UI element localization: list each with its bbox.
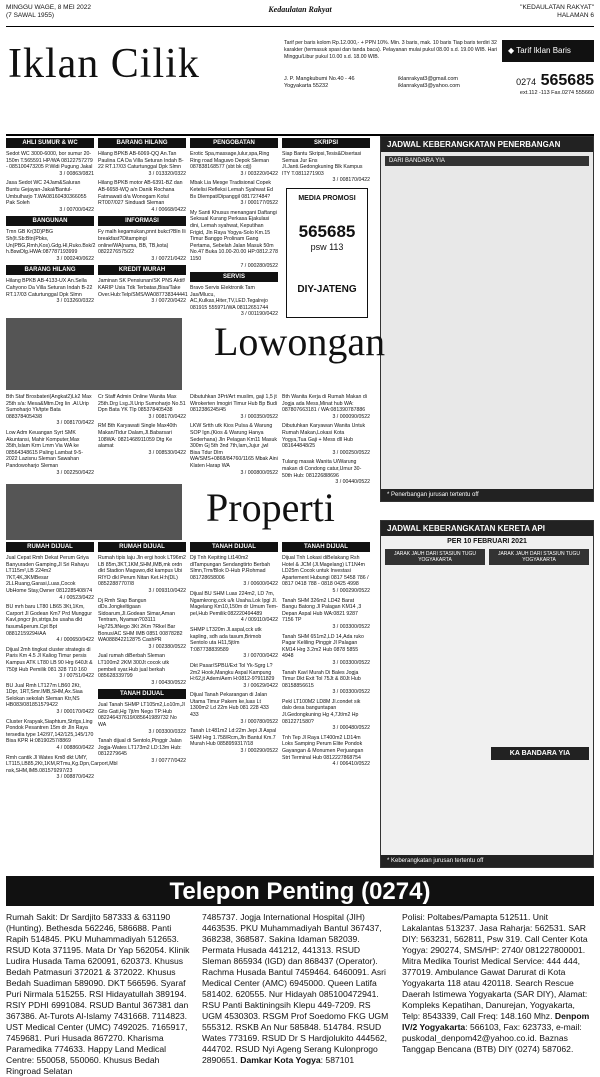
lowongan-column-4 <box>282 394 370 489</box>
classified-ad: Jasa Sedot WC 24Jam&Saluran Buntu Gejayan-Jakal/Bantul-Umbulharjo T.WA08160430366055 Pak Soleh 3 / 00700/0422 <box>6 180 94 213</box>
category-header: SKRIPSI <box>282 138 370 148</box>
telepon-denpom-label: Denpom IV/2 Yogyakarta <box>402 1011 590 1032</box>
classified-ad: Dijual 2mh tingkat cluster strategis di Paris Km 4.5 Jl Kaliog Timur persis Kampus ATK LT80 LB 90 Hrg 640Jt & 750jt Hub Pemilik 081 328 710 160 3 / 00751/0422 <box>6 646 94 680</box>
flight-schedule-title: JADWAL KEBERANGKATAN PENERBANGAN <box>381 137 593 152</box>
section-logo: Kedaulatan Rakyat <box>268 5 332 14</box>
classified-ad: Jual Cepat Rmh Dekat Perum Griya Banyuraden Gamping,Jl Sri Rahayu LT115m²,LB 224m2 7KT,4K,3KMBesar 2LLRuang,Garasi,Luas,Cocok UbHome Stay,Owner 0812285408/74 4 / 00523/0422 <box>6 555 94 601</box>
train-origin-right: JARAK JAUH DARI STASIUN TUGU YOGYAKARTA <box>489 549 589 565</box>
telepon-column-2 <box>202 912 390 1066</box>
category-header: RUMAH DIJUAL <box>98 542 186 552</box>
lowongan-title: Lowongan <box>214 319 386 364</box>
telepon-title: Telepon Penting <box>169 878 355 905</box>
train-schedule <box>380 520 594 868</box>
phone-prefix: 0274 <box>516 77 537 87</box>
telepon-column-1: Rumah Sakit: Dr Sardjito 587333 & 631190 (Hunting). Bethesda 562246, 586688. Panti Rapih 514845. PKU Muhammadiyah 512653. RSUD Kota 371195. Mata Dr Yap 562054. Klinik Ludira Husada Tama 620091, 620373. Khusus Bedah Patmasuri 372021 & 372022. Khusus Bedah Suadiman 589090. DKT 566596. Syaraf Puri Nirmala 515255. RSI Hidayatullah 389194. RSIY PDHI 6991084. RSUD Bantul 367381 dan 367386. At-Turots Al-Islamy 7431668. 7114823. UST Medical Center (UMC) 7492025. 7165917, 7459681. Puri Husada 867270. Kharisma Paramedika 774633. Happy Land Medical Centre: 550058, 550060. Khusus Bedah Ringroad Selatan <box>6 912 190 1076</box>
lowongan-column-2 <box>98 394 186 459</box>
train-origin-left: JARAK JAUH DARI STASIUN TUGU YOGYAKARTA <box>385 549 485 565</box>
email-2[interactable]: iklanrakyat3@yahoo.com <box>398 83 460 89</box>
classified-ad: BU mrh baru LT80 LB65 3Kt,1Km, Carport Jl Godean Km7 Prd Munggur Kavl,pngcr jln,strtgs,bs usaha dkt fasum&perum.Cpt Bpt 08812159294/AA 4 / 000650/0422 <box>6 604 94 644</box>
category-header: KREDIT MURAH <box>98 265 186 275</box>
classified-ad: RM Bth Karyawati Single Max40th Makan/Tidur Dalam,Jl.Babarsari 108WA: 0821468911059 Dtg Ke alamat 3 / 008530/0422 <box>98 423 186 456</box>
classified-ad: Dijual Tanah Pekarangan di Jalan Utama Timur Pakem ke,luas Lt 1300m2 Ld 22m Hub 081 228 433 433 3 / 000780/0522 <box>190 692 278 725</box>
flight-schedule <box>380 136 594 502</box>
page-number: HALAMAN 6 <box>557 12 594 19</box>
classified-ad: Dijual BU SHM Luas 224m2, LD 7m, Ngamkrong,cck u/k Usaha.Lok Ipgi Jl. Magelang Km10,150m dr Umum Tem-pel,Hub Pemilik:082220494489 4 / 009110/0422 <box>190 590 278 624</box>
classified-ad: Rmh cantik Jl Wates Km8 dkt UMY, LT115,LB85,2Kt,1KM,RTmu,Kg.Dpn,Carport,Mbl nsk,SHM,IMB.081579297/23 3 / 008870/0422 <box>6 754 118 781</box>
lowongan-photo <box>6 318 182 390</box>
properti-column-3 <box>190 542 278 758</box>
classified-ad: LKW Srtth utk Kios Pulsa & Warung SOP Ign.(Kios & Warung Hanya Sederhana) Jln Pelagan Km11 Masuk 300m Gj 5th 3nd 7th,lam,Jujur ,jwl Bisa Tdur Dlm WA/SMS+0868/84760/1165 Mbak Aini Klaten Harap WA 3 / 000800/0522 <box>190 423 278 476</box>
classified-ad: Tanah dijual di Sentolo,Pinggir Jalan Jogja-Wates LT173m2 LD:13m Hub: 0812279645 3 / 00777/0422 <box>98 738 186 765</box>
classified-ad: Dibutuhkan 3Prt/Art muslim, gaji 1,5 jt Wirokerten Imogiri Timur Hub Bp Budi 0812386245/45 3 / 000350/0522 <box>190 394 278 420</box>
tarif-text: Tarif per baris kolom Rp.12.000,- + PPN 10%. Min. 3 baris, mak. 10 baris Tiap baris terdiri 32 karakter (termasuk spasi dan tanda baca). Pelayanan mulai pukul 08.00 s.d. 19.00 WIB. Hari Minggu/Libur pukul 10.00 s.d. 18.00 WIB. <box>284 40 498 60</box>
issue-javanese-date: (7 SAWAL 1955) <box>6 12 55 19</box>
classified-ad: Dijual Tnh Lokasi diBelakang Rsh Hotel & JCM (Jl.Magelang) LT1N4m LD25m Cocok untuk Investasi Apartement Hubungi 0817 5458 786 / 0817 0418 788 - 0818 0425 4998 5 / 000290/0522 <box>282 555 370 594</box>
classified-ad: Bth Staf Brosbateri(Angkat2)Lk2 Max 25th s/a: Mesa&Mtm.Drg Iin .Al.Urip Sumoharjo Yk/tpte Bata 08837840543/8 3 / 008170/0422 <box>6 394 94 427</box>
telepon-code: (0274) <box>361 878 431 905</box>
classified-ad: Fy malh kegamukan,pnnt bukct?Bln Ili breakfast?Ditampingi online/WA(nama, BB, TB,kota) 0822276575/22 3 / 00721/0422 <box>98 229 186 262</box>
properti-column-1 <box>6 542 118 784</box>
classified-ad: Jaminan SK Pensiunan/SK PNS Aktif/ KARIP Usia Tdk Terbatas,Bisa/Take Over.Hub:Telp/SMS/WA087738344441 3 / 00720/0422 <box>98 278 188 305</box>
ka-bandara-label: KA BANDARA YIA <box>491 747 589 760</box>
category-header: BANGUNAN <box>6 216 94 226</box>
classified-ad: SHMP LT320m Jl.aspal,cck utk kapling, sdh ada tasum,Brimob Sentolo uta H11,5jt/m T:087738839589 3 / 00700/0422 <box>190 626 278 660</box>
classified-ad: Cluster Krapyak,Siaphtum,Strtgs,Ling Pondok Pesantren 15m dr Jln Raya tersedia type 142/97,142/125,145/170 Bisa KPR H:08190257/8869 4 / 008860/0422 <box>6 718 94 752</box>
classified-ad: Dji Tnh Kepiting Lt140m2 dlTampungan Sendangtirto Berbah Slmn,Trm/Blok D-Hub P.Rohmad 081728658006 3 / 00600/0422 <box>190 555 278 588</box>
properti-column-2 <box>98 542 186 768</box>
phone-ext: ext.112 -113 Fax.0274 555660 <box>519 90 594 96</box>
column-2 <box>98 138 186 308</box>
category-header: BARANG HILANG <box>98 138 186 148</box>
train-schedule-title: JADWAL KEBERANGKATAN KERETA API <box>381 521 593 536</box>
phone-main: 565685 <box>540 72 594 89</box>
classified-ad: Jual Tanah SHMP LT105m2,Lo10m,Jl Gito Gati,Hg 7jt/m Nego TP:Hub 082246437619/085641989732 No WA 3 / 003300/0322 <box>98 702 186 735</box>
classified-ad: Tanah SHM 326m2 LD42 Barat Bangu Batong Jl Palagan KM14 ,3 Depan Aspal Hub WA:0821 9287 7156 TP 3 / 003300/0522 <box>282 597 370 630</box>
properti-title: Properti <box>206 485 335 530</box>
category-header: BARANG HILANG <box>6 265 94 275</box>
iklan-cilik-banner <box>6 36 594 98</box>
telepon-damkar-label: Damkar Kota Yogya <box>240 1055 321 1065</box>
classified-ad: Low Adm Keuangan Syrt SMK Akuntansi, Mahir Komputer,Max 35th,Islam Krm Lmm Via WA ke 08564348615 Paling Lambat 9-5-2022 Lazisnu Sleman Sawahan Pandowoharjo Sleman 3 / 002250/0422 <box>6 429 94 476</box>
email-block <box>398 76 460 90</box>
flight-note: * Penerbangan jurusan tertentu off <box>381 489 593 501</box>
classified-ad: Dj Rmh Siap Bangun dDs.Jongkeltigaan Sidoarum,Jl.Godean Simar,Aman Tentram, Nyaman?03111 Hg725JtNego 3Kt 2Km ?Rkel Bar Bonus/AC SHM IMB 0851 00878282 WA0888422128?5 CashPR 3 / 002380/0522 <box>98 597 186 650</box>
classified-ad: Tanah SHM 651m2,LD 14,Ada ruko Pagar Keliling Pinggir Jl Palagan KM14 Hrg 3.2m2 Hub 0878 5855 4948 3 / 003300/0522 <box>282 633 370 666</box>
classified-ad: Dibutuhkan Karyawan Wanita Untuk Rumah Makan,Lokasi Kota Yogya,Tua Gaji + Mess dll Hub 081644848/25 3 / 000250/0522 <box>282 423 370 456</box>
classified-ad: Tulang masak Wanita U/Warung makan di Condong catur,Umur 30-50th Hub: 0812268l8696 3 / 00440/0522 <box>282 459 370 486</box>
media-promosi-ad <box>286 188 368 318</box>
flight-origin-label: DARI BANDARA YIA <box>385 156 589 166</box>
tarif-badge-label: Tarif Iklan Baris <box>516 46 571 55</box>
classified-ad: Dkt Pasar/SPBU/Ext Tol Yk-Sgrg L?2m2 Hook,Mangku Aspal Kampung H:62,jt Adem/Aem H:0812-9?911829 3 / 00629/0422 <box>190 662 278 689</box>
category-header: AHLI SUMUR & WC <box>6 138 94 148</box>
media-promosi-phone: 565685 <box>298 222 356 241</box>
classified-ad: My Santi Khusus menangani Daftangi Seksual Kurang Perkasa Ejakulasi dini, Lemah syahwat, Keputihan Frigid, Jln Raya Yogya-Solo Km.15 Timur Banggo Prolinam Gang Pertama, Sebelah Jalan Masuk 50m No.47 Buka 10.00-20.00 HP:0812.278 1150 7 / 000280/0522 <box>190 209 278 269</box>
classified-ad: Rumah tipis laju Jln ergi hook LT96m2 LB 85m,3KT,1KM,SHM,IMB,mk ordn dkt Stadion Maguwo,dkt kampus Ubi RIYO dkl Perum Nitan Ket.H:h(DL) 08522887707/8 3 / 009310/0422 <box>98 555 186 594</box>
tag-icon: ◆ <box>508 46 517 55</box>
column-1 <box>6 138 94 308</box>
classified-ad: Bth Wanita Kerja di Rumah Makan di Jogja ada Mess,Minat hub WA: 087807663181 / WA:081390787886 3 / 000090/0522 <box>282 394 370 420</box>
category-header: SERVIS <box>190 272 278 282</box>
properti-column-4 <box>282 542 370 771</box>
category-header: PENGOBATAN <box>190 138 278 148</box>
paper-name: "KEDAULATAN RAKYAT" <box>520 4 594 11</box>
category-header: RUMAH DIJUAL <box>6 542 94 552</box>
classified-ad: Tnh Tep Jl Raya LT400m2 LD14m Loks Samping Perum Elite Pondok Gayangan & Monumen Perjuangan Strt Terminal Hub 0812227868754 4 / 006410/0522 <box>282 734 370 768</box>
media-promosi-ext: psw 113 <box>310 242 344 252</box>
classified-ad: Cr Staff Admin Online Wanita Max 25th.Drg Lsg.Jl.Urip Sumoharjo No.51 Dpn Bata YK Tlp 085378405438 3 / 008170/0422 <box>98 394 186 420</box>
classified-ad: Bravo Servis Elektronik Tam Jas/Mlucu, AC,Kulkas,Hiter,TV,LED.Tegalrejo 081915 5559?1/WA 08112651744 3 / 001190/0422 <box>190 285 278 318</box>
media-promosi-label: MEDIA PROMOSI <box>298 195 356 202</box>
classified-ad: BU Jual Rmh LT127m LB60 2Kt, 1Dpr, 1RT,Smr.IMB,SHM,Ax.Siaa Selokan sekolah Sleman Ktr,NS HB083/081851579422 3 / 000170/0422 <box>6 682 94 716</box>
telepon-column-2-text: 7485737. Jogja International Hospital (JIH) 4463535. PKU Muhammadiyah Bantul 367437, 368238, 368587. Sakina Idaman 582039. Permata Husada 441212, 441313. RSUD Sleman 865934 (IGD) dan 868437 (Operator). Rachma Husada Bantul 7459464. 6460091. Asri Medical Center (AMC) 6945000. Queen Latifa 581402. 620555. Nur Hidayah 085100472941. RSU Panti Baktiningsih Klepu 449-7209. RS UGM 4530303. RSGM Prof Soedomo FKG UGM 555312. RSKB An Nur 585848. 514784. RSUD Wates 773169. RSUD Dr S Hardjolukito 444562, 444702. RSUD Nyi Ageng Serang Kulonprogo 2890651. <box>202 912 389 1065</box>
category-header: TANAH DIJUAL <box>190 542 278 552</box>
telepon-penting-header <box>6 876 594 906</box>
classified-ad: Tanah Lt:481m2 Ld:22m Jepi Jl Aspal SHM Hrg 1.758/Rcm,Jln Bantul Km.7 Murah Hub 0858959317/18 3 / 000290/0522 <box>190 728 278 755</box>
classified-ad: Siap Bantu Skripsi,Tesis&Disertasi Semua Jur Ens Jl.Janti.Gedongkuning Blk Kampus IТY T.0811271903 3 / 008170/0422 <box>282 151 370 184</box>
classified-ad: Jual rumah diBerbah Sleman LT100m2 2KM 300Jt cocok utk pembeli syar.Hub jual berkah 085628339799 3 / 00430/0522 <box>98 653 186 686</box>
classified-ad: Hilang BPKB AB-4133-UX An.Sella Cahyono Da Villa Seturan Indah B-22 RT.17/03 Caturtunggal Dpk Slmn 3 / 013260/0322 <box>6 278 94 305</box>
classified-ad: Mbak Lia Mesge Tradisional Copek Ketelisi Refleksi Lemah Syahwat Ed Bs Dlempat/Dipanggil 081727484? 3 / 000177/0522 <box>190 180 278 207</box>
telepon-column-3 <box>402 912 590 1055</box>
column-3 <box>190 138 278 321</box>
lowongan-column-3 <box>190 394 278 479</box>
email-1[interactable]: iklanrakyat3@gmail.com <box>398 76 458 82</box>
category-header: TANAH DIJUAL <box>98 689 186 699</box>
classified-ad: Hilang BPKB AB-6069-QQ An.Tan Paulina CA Da Villa Seturan Indah B-22 RT.17/03 Caturtunggal Dpk Slmn 3 / 013320/0322 <box>98 151 186 177</box>
page-header <box>6 4 594 24</box>
category-header: TANAH DIJUAL <box>282 542 370 552</box>
classified-ad: Tanah Kavl Murah Di Bales Jogja Timur Dkt Exit Tol 75Jt & 80Jt Hub 08158856615 3 / 003300/0522 <box>282 669 370 696</box>
column-4 <box>282 138 370 187</box>
classified-ad: Sedot WC 3000-6000, bor sumur 20-150m T.565591 HP/WA 08122757279 - 085100473205 P.Widi Pugung Jakal 3 / 00863/0821 <box>6 151 94 177</box>
classified-ad: Erotic Spa,massage,lulur,spa,Ring Ring road Maguwo Depok Sleman 087838168577 (sbt bk cdj) 3 / 003220/0422 <box>190 151 278 177</box>
properti-photo <box>6 484 182 540</box>
train-note: * Keberangkatan jurusan tertentu off <box>381 855 593 867</box>
tarif-badge <box>502 40 594 62</box>
classified-ad: Hilang BPKB motor AB-6391-BZ dan AB-6658-WQ a/n Danik Rochana Fatmawati d/a Wonogam Kotul RT007/027 Sinduadi Sleman 4 / 00668/0422 <box>98 180 186 213</box>
classified-ad: Tmn GB Kr(3D)PBG Sh(lt.Sb:Btn)Pbks, Un(PBG,Rmh,Kos).Gdg.Hl,Ruko.Bsk/2 h.BswDlg.HWA:087787193999 3 / 000240/0622 <box>6 229 96 262</box>
address: J. P. Mangkubumi No.40 - 46 Yogyakarta 55232 <box>284 76 355 89</box>
diy-jateng-label: DIY-JATENG <box>297 284 357 295</box>
telepon-damkar-number: : 587101 <box>320 1055 355 1065</box>
phone-number <box>516 72 594 90</box>
iklan-cilik-title: Iklan Cilik <box>8 41 200 87</box>
telepon-denpom-number: : 566103, Fax: 623733, e-mail: puskodal_denpom42@yahoo.co.id. Baznas Tanggap Bencana (BTB) DIY (0274) 587062. <box>402 1022 582 1054</box>
category-header: INFORMASI <box>98 216 186 226</box>
issue-date: MINGGU WAGE, 8 MEI 2022 <box>6 4 92 11</box>
train-schedule-subtitle: PER 10 FEBRUARI 2021 <box>447 538 527 545</box>
telepon-column-3-text: Polisi: Poltabes/Pamapta 512511. Unit Lakalantas 513237. Jasa Raharja: 562531. SAR DIY: 563231, 562811, Psw 319. Call Center Kota Yogya: 290274, SMS/HP: 2740/ 081227800001. Mitra Medika Tourist Medical Service: 444 444, 377019. Ambulance Gawat Darurat di Kota Yogyakarta 118 atau 420118. Search Rescue Daerah Istimewa Yogyakarta (SAR DIY), Alamat: Kompleks Kepatihan, Danurejan, Yogyakarta, Telp: 8543339, Call Freq: 148.160 Mhz. <box>402 912 588 1021</box>
classified-ad: Pekl LT100M2 LD8M Jl.condet sik dalo desa banguntapan Jl.Gedongkuning Hg 4,7Jt/m2 Hp 0812271580? 3 / 000480/0522 <box>282 698 370 732</box>
lowongan-column-1 <box>6 394 94 479</box>
header-rule <box>6 26 594 27</box>
